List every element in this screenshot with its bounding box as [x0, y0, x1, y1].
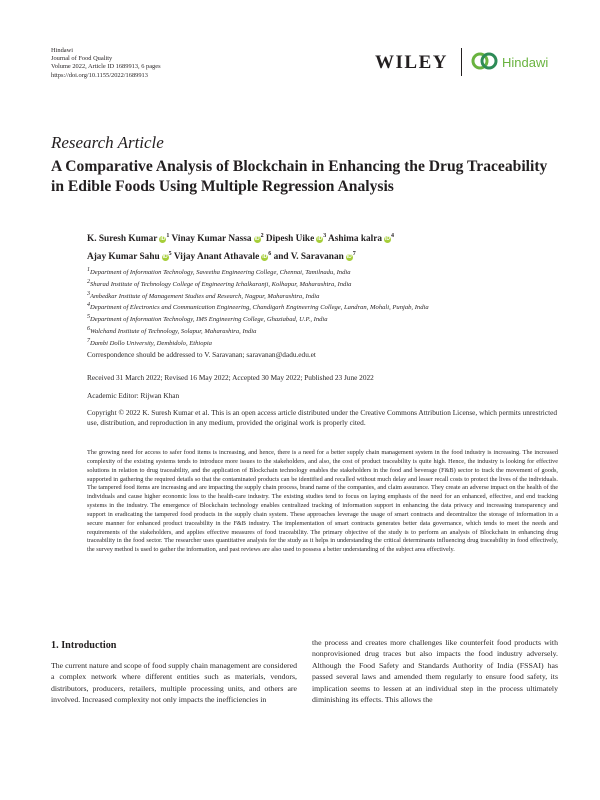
orcid-icon[interactable]: iD — [262, 253, 268, 260]
hindawi-logo-icon — [470, 51, 500, 71]
orcid-icon[interactable]: iD — [160, 236, 166, 243]
author — [174, 252, 271, 262]
author — [87, 252, 172, 262]
affiliation-text: Walchand Institute of Technology, Solapur, Maharashtra, India — [90, 328, 257, 336]
affiliation-text: Sharad Institute of Technology College of Engineering Ichalkaranji, Kolhapur, Maharashtra, India — [90, 280, 352, 288]
author-list — [87, 229, 557, 264]
article-title: A Comparative Analysis of Blockchain in Enhancing the Drug Traceability in Edible Foods Using Multiple Regression Analysis — [51, 158, 548, 195]
affiliation-number: 3 — [87, 290, 90, 297]
author-name: Ajay Kumar Sahu — [87, 251, 160, 262]
affiliation — [87, 325, 557, 337]
author-affiliation-number: 6 — [268, 250, 272, 257]
correspondence-line: Correspondence should be addressed to V. Saravanan; saravanan@dadu.edu.et — [87, 350, 316, 359]
affiliation — [87, 301, 557, 313]
author-name: Dipesh Uike — [265, 234, 315, 245]
affiliation-number: 5 — [87, 314, 90, 321]
author-affiliation-number: 3 — [323, 233, 327, 239]
journal-name: Journal of Food Quality — [51, 55, 113, 63]
author-affiliation-number: 7 — [352, 250, 356, 257]
logo-divider — [461, 48, 462, 76]
affiliation-text: Department of Information Technology, IMS Engineering College, Ghaziabad, U.P., India — [90, 316, 328, 324]
article-type: Research Article — [51, 133, 164, 152]
affiliation-number: 6 — [87, 325, 90, 332]
affiliation-list — [87, 266, 557, 348]
doi-link[interactable]: https://doi.org/10.1155/2022/1689913 — [51, 71, 148, 79]
author-name: Vinay Kumar Nassa — [171, 234, 252, 245]
affiliation — [87, 337, 557, 349]
wiley-logo: WILEY — [375, 52, 448, 73]
author — [87, 234, 169, 244]
affiliation-text: Department of Information Technology, Saveetha Engineering College, Chennai, Tamilnadu, India — [90, 269, 351, 277]
affiliation — [87, 290, 557, 302]
affiliation-number: 7 — [87, 337, 90, 344]
affiliation-text: Dambi Dollo University, Dembidolo, Ethiopia — [90, 339, 212, 347]
publication-dates: Received 31 March 2022; Revised 16 May 2022; Accepted 30 May 2022; Published 23 June 2022 — [87, 373, 374, 382]
publisher-name: Hindawi — [51, 47, 74, 54]
orcid-icon[interactable]: iD — [385, 236, 391, 243]
author-name: Ashima kalra — [328, 234, 383, 245]
affiliation-text: Department of Electronics and Communication Engineering, Chandigarh Engineering College, Landran, Mohali, Punjab, India — [90, 304, 429, 312]
author-conjunction: and — [273, 251, 291, 262]
affiliation — [87, 313, 557, 325]
orcid-icon[interactable]: iD — [162, 253, 168, 260]
author — [291, 252, 356, 262]
abstract-text: The growing need for access to safer food items is increasing, and hence, there is a need for a better supply chain management system in the food industry is increasing. The increased complexity of the existing systems tends to introduce more issues to the stakeholders, and also, the cost of product traceability is quite high. Hence, the industry is looking for effective solutions in relation to drug traceability, and the application of Blockchain technology enables the stakeholders in the food and beverage (F&B) sector to track the movement of goods, supported in gathering the required details so that the contaminated products can be identified and recalled without much delay and lesser recall costs to protect the lives of the individuals. The tampered food items are increasing and are impacting the supply chain process, brand name of the companies, and claim assurance. They create an adverse impact on the health of the individuals and cause higher economic loss to the health-care industry. The existing studies tend to focus on laying emphasis of the need for an enhanced, effective, and end tracking systems in the industry. The emergence of Blockchain technology enables centralized tracking of information support in enhancing the data privacy and increasing transparency and support in eradicating the tampered food products in the supply chain system. These approaches leverage the usage of smart contracts and decentralize the storage of information in a secure manner for enhanced product traceability in the F&B industry. The implementation of smart contracts generates better data governance, which tends to meet the needs and requirements of the stakeholders, and applies effective measures of food traceability. The primary objective of the study is to perform an analysis of Blockchain in enhancing drug traceability in the food sector. The researcher uses quantitative analysis for the study as it helps in understanding the critical determinants influencing drug traceability in food effectively, the survey method is used to gather the information, and past reviews are also used to possess a better understanding of the subject area effectively. — [87, 449, 558, 554]
author-name: V. Saravanan — [290, 251, 344, 262]
affiliation — [87, 278, 557, 290]
hindawi-logo-text: Hindawi — [502, 55, 549, 70]
academic-editor: Academic Editor: Rijwan Khan — [87, 391, 180, 400]
author — [328, 234, 394, 244]
author-name: Vijay Anant Athavale — [173, 251, 260, 262]
copyright-notice: Copyright © 2022 K. Suresh Kumar et al. This is an open access article distributed under the Creative Commons Attribution License, which permits unrestricted use, distribution, and reproduction in any medium, provided the original work is properly cited. — [87, 408, 557, 427]
author-affiliation-number: 1 — [166, 233, 170, 239]
affiliation-text: Ambedkar Institute of Management Studies and Research, Nagpur, Maharashtra, India — [90, 292, 320, 300]
author — [172, 234, 264, 244]
author-affiliation-number: 4 — [391, 233, 395, 239]
author — [266, 234, 326, 244]
author-name: K. Suresh Kumar — [87, 234, 158, 245]
affiliation-number: 2 — [87, 278, 90, 285]
orcid-icon[interactable]: iD — [317, 236, 323, 243]
affiliation-number: 1 — [87, 267, 90, 273]
orcid-icon[interactable]: iD — [346, 253, 352, 260]
affiliation — [87, 266, 557, 278]
volume-info: Volume 2022, Article ID 1689913, 6 pages — [51, 63, 161, 71]
section-heading-introduction: 1. Introduction — [51, 640, 117, 651]
author-affiliation-number: 5 — [168, 250, 172, 257]
intro-left-column: The current nature and scope of food supply chain management are considered a complex network where different entities such as materials, vendors, distributors, producers, retailers, multiple processing units, and others are involved. Increased complexity not only impacts the inefficiencies in — [51, 661, 297, 705]
orcid-icon[interactable]: iD — [254, 236, 260, 243]
intro-right-column: the process and creates more challenges like counterfeit food products with nonprovisioned drug traces but also impacts the food industry adversely. Although the Food Safety and Standards Authority of India (FSSAI) has passed several laws and amended them regularly to ensure food safety, its implication seems to lessen at an individual step in the process ultimately diminishing its effects. This allows the — [312, 638, 558, 705]
author-affiliation-number: 2 — [260, 233, 264, 239]
affiliation-number: 4 — [87, 302, 90, 309]
journal-metadata — [51, 47, 161, 80]
